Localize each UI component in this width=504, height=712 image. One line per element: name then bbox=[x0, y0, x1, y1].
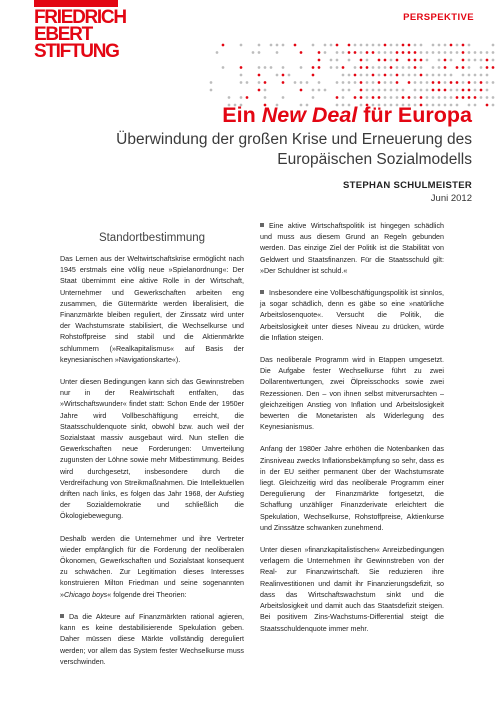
decorative-dot bbox=[282, 44, 285, 47]
decorative-dot bbox=[378, 66, 381, 69]
decorative-dot bbox=[486, 59, 489, 62]
decorative-dot bbox=[366, 89, 369, 92]
section-heading: Standortbestimmung bbox=[98, 232, 206, 244]
decorative-dot bbox=[486, 89, 489, 92]
decorative-dot bbox=[438, 51, 441, 54]
decorative-dot bbox=[324, 44, 327, 47]
decorative-dot bbox=[222, 44, 225, 47]
decorative-dot bbox=[486, 74, 489, 77]
decorative-dot bbox=[258, 44, 261, 47]
decorative-dot bbox=[414, 96, 417, 99]
bullet-item-2 bbox=[260, 221, 444, 277]
decorative-dot bbox=[282, 81, 285, 84]
decorative-dot bbox=[366, 81, 369, 84]
decorative-dot bbox=[240, 74, 243, 77]
logo-line-2: EBERT bbox=[34, 24, 92, 45]
decorative-dot bbox=[342, 66, 345, 69]
decorative-dot bbox=[384, 81, 387, 84]
decorative-dot bbox=[330, 66, 333, 69]
decorative-dot bbox=[492, 51, 495, 54]
decorative-dot bbox=[258, 81, 261, 84]
decorative-dot bbox=[318, 89, 321, 92]
decorative-dot bbox=[462, 89, 465, 92]
decorative-dot bbox=[378, 51, 381, 54]
decorative-dot bbox=[420, 51, 423, 54]
paragraph-5: Anfang der 1980er Jahre erhöhen die Notenbanken das Zinsniveau zwecks Inflationsbekämpfung so sehr, dass es in der EU seither permanent über der Wachstumsrate liegt. Gleichzeitig wird das neoliberale Programm einer Deregulierung der Finanzmärkte fortgesetzt, die Schaffung unzähliger Finanzderivate erleichtert die Spekulation, Wechselkurse, Rohstoffpreise, Aktienkurse und Zinssätze schwanken zunehmend. bbox=[260, 445, 444, 532]
decorative-dot bbox=[282, 74, 285, 77]
decorative-dot bbox=[336, 66, 339, 69]
decorative-dot bbox=[492, 81, 495, 84]
logo-line-3: STIFTUNG bbox=[34, 41, 119, 62]
decorative-dot bbox=[408, 96, 411, 99]
decorative-dot bbox=[462, 44, 465, 47]
decorative-dot bbox=[408, 59, 411, 62]
decorative-dot bbox=[438, 74, 441, 77]
decorative-dot bbox=[312, 66, 315, 69]
decorative-dot bbox=[420, 81, 423, 84]
decorative-dot bbox=[396, 81, 399, 84]
decorative-dot bbox=[468, 74, 471, 77]
decorative-dot bbox=[318, 51, 321, 54]
decorative-dot bbox=[336, 96, 339, 99]
decorative-dot bbox=[438, 81, 441, 84]
decorative-dot bbox=[366, 66, 369, 69]
decorative-dot bbox=[324, 51, 327, 54]
decorative-dot bbox=[420, 96, 423, 99]
decorative-dot bbox=[462, 96, 465, 99]
logo-bar bbox=[34, 0, 118, 7]
decorative-dot bbox=[360, 66, 363, 69]
decorative-dot bbox=[402, 44, 405, 47]
decorative-dot bbox=[444, 44, 447, 47]
decorative-dot bbox=[246, 81, 249, 84]
decorative-dot bbox=[450, 96, 453, 99]
decorative-dot bbox=[258, 89, 261, 92]
decorative-dot bbox=[342, 89, 345, 92]
decorative-dot bbox=[486, 96, 489, 99]
publication-date: Juni 2012 bbox=[430, 193, 472, 204]
decorative-dot bbox=[414, 59, 417, 62]
decorative-dot bbox=[360, 96, 363, 99]
decorative-dot bbox=[264, 66, 267, 69]
decorative-dot bbox=[480, 51, 483, 54]
decorative-dot bbox=[276, 74, 279, 77]
decorative-dot bbox=[474, 104, 477, 107]
author-name: STEPHAN SCHULMEISTER bbox=[343, 180, 472, 191]
decorative-dot bbox=[486, 104, 489, 107]
decorative-dot bbox=[444, 96, 447, 99]
decorative-dot bbox=[486, 81, 489, 84]
decorative-dot bbox=[396, 59, 399, 62]
decorative-dot bbox=[342, 96, 345, 99]
decorative-dot bbox=[372, 66, 375, 69]
decorative-dot bbox=[366, 44, 369, 47]
decorative-dot bbox=[240, 44, 243, 47]
decorative-dot bbox=[384, 74, 387, 77]
decorative-dot bbox=[300, 51, 303, 54]
decorative-dot bbox=[480, 66, 483, 69]
decorative-dot bbox=[432, 51, 435, 54]
decorative-dot bbox=[450, 89, 453, 92]
decorative-dot bbox=[282, 96, 285, 99]
decorative-dot bbox=[360, 59, 363, 62]
decorative-dot bbox=[396, 44, 399, 47]
left-column bbox=[60, 232, 244, 679]
decorative-dot bbox=[294, 44, 297, 47]
decorative-dot bbox=[474, 96, 477, 99]
decorative-dot bbox=[474, 81, 477, 84]
decorative-dot bbox=[282, 66, 285, 69]
decorative-dot bbox=[474, 74, 477, 77]
decorative-dot bbox=[354, 51, 357, 54]
decorative-dot bbox=[480, 89, 483, 92]
logo-line-1: FRIEDRICH bbox=[34, 7, 126, 28]
decorative-dot bbox=[456, 51, 459, 54]
decorative-dot bbox=[420, 59, 423, 62]
decorative-dot bbox=[372, 96, 375, 99]
chicago-boys-italic: Chicago boys bbox=[63, 590, 108, 599]
decorative-dot bbox=[318, 59, 321, 62]
page-subtitle: Überwindung der großen Krise und Erneuerung des Europäischen Sozialmodells bbox=[116, 131, 472, 168]
decorative-dot-pattern bbox=[208, 42, 498, 112]
decorative-dot bbox=[456, 89, 459, 92]
decorative-dot bbox=[342, 81, 345, 84]
decorative-dot bbox=[336, 44, 339, 47]
decorative-dot bbox=[276, 51, 279, 54]
decorative-dot bbox=[330, 59, 333, 62]
decorative-dot bbox=[414, 89, 417, 92]
decorative-dot bbox=[402, 74, 405, 77]
decorative-dot bbox=[366, 96, 369, 99]
decorative-dot bbox=[210, 81, 213, 84]
decorative-dot bbox=[408, 44, 411, 47]
decorative-dot bbox=[342, 74, 345, 77]
decorative-dot bbox=[342, 51, 345, 54]
decorative-dot bbox=[480, 96, 483, 99]
decorative-dot bbox=[372, 51, 375, 54]
decorative-dot bbox=[276, 44, 279, 47]
decorative-dot bbox=[462, 81, 465, 84]
decorative-dot bbox=[402, 89, 405, 92]
decorative-dot bbox=[444, 59, 447, 62]
decorative-dot bbox=[408, 51, 411, 54]
decorative-dot bbox=[354, 81, 357, 84]
decorative-dot bbox=[450, 44, 453, 47]
decorative-dot bbox=[222, 66, 225, 69]
decorative-dot bbox=[372, 74, 375, 77]
decorative-dot bbox=[468, 44, 471, 47]
decorative-dot bbox=[354, 66, 357, 69]
decorative-dot bbox=[258, 66, 261, 69]
decorative-dot bbox=[426, 96, 429, 99]
decorative-dot bbox=[348, 74, 351, 77]
decorative-dot bbox=[438, 44, 441, 47]
decorative-dot bbox=[450, 74, 453, 77]
decorative-dot bbox=[360, 89, 363, 92]
decorative-dot bbox=[432, 66, 435, 69]
decorative-dot bbox=[390, 81, 393, 84]
decorative-dot bbox=[240, 66, 243, 69]
decorative-dot bbox=[354, 44, 357, 47]
decorative-dot bbox=[438, 96, 441, 99]
decorative-dot bbox=[432, 81, 435, 84]
right-column bbox=[260, 221, 444, 646]
decorative-dot bbox=[336, 81, 339, 84]
decorative-dot bbox=[390, 89, 393, 92]
decorative-dot bbox=[390, 44, 393, 47]
decorative-dot bbox=[468, 81, 471, 84]
decorative-dot bbox=[318, 81, 321, 84]
bullet-text-3: Insbesondere eine Vollbeschäftigungspolitik ist sinnlos, ja sogar schädlich, denn es gäbe so eine »natürliche Arbeitslosenquote«. Versucht die Politik, die Arbeitslosigkeit unter dieses Niveau zu drücken, würde die Inflation steigen. bbox=[260, 289, 444, 342]
decorative-dot bbox=[384, 51, 387, 54]
decorative-dot bbox=[474, 51, 477, 54]
decorative-dot bbox=[288, 74, 291, 77]
decorative-dot bbox=[492, 66, 495, 69]
decorative-dot bbox=[492, 59, 495, 62]
decorative-dot bbox=[396, 66, 399, 69]
decorative-dot bbox=[480, 74, 483, 77]
decorative-dot bbox=[396, 89, 399, 92]
decorative-dot bbox=[240, 81, 243, 84]
decorative-dot bbox=[462, 59, 465, 62]
decorative-dot bbox=[378, 44, 381, 47]
decorative-dot bbox=[492, 96, 495, 99]
decorative-dot bbox=[426, 81, 429, 84]
decorative-dot bbox=[318, 66, 321, 69]
paragraph-3-start: Deshalb werden die Unternehmer und ihre Vertreter wieder empfänglich für die Forderung der neoliberalen Ökonomen, Gewerkschaften und Sozialstaat konsequent zu schwächen. Zur Legitimation dieses Interesses konstruieren Milton Friedman und seine sogenannten » bbox=[60, 534, 244, 599]
decorative-dot bbox=[390, 66, 393, 69]
decorative-dot bbox=[300, 66, 303, 69]
decorative-dot bbox=[354, 96, 357, 99]
decorative-dot bbox=[480, 81, 483, 84]
decorative-dot bbox=[450, 59, 453, 62]
decorative-dot bbox=[384, 66, 387, 69]
decorative-dot bbox=[438, 66, 441, 69]
decorative-dot bbox=[366, 59, 369, 62]
decorative-dot bbox=[408, 66, 411, 69]
decorative-dot bbox=[468, 89, 471, 92]
decorative-dot bbox=[246, 96, 249, 99]
decorative-dot bbox=[306, 81, 309, 84]
decorative-dot bbox=[324, 89, 327, 92]
decorative-dot bbox=[378, 96, 381, 99]
paragraph-3 bbox=[60, 534, 244, 601]
decorative-dot bbox=[372, 44, 375, 47]
decorative-dot bbox=[336, 59, 339, 62]
decorative-dot bbox=[426, 74, 429, 77]
decorative-dot bbox=[420, 74, 423, 77]
decorative-dot bbox=[414, 66, 417, 69]
decorative-dot bbox=[360, 81, 363, 84]
decorative-dot bbox=[396, 51, 399, 54]
decorative-dot bbox=[216, 51, 219, 54]
decorative-dot bbox=[360, 44, 363, 47]
decorative-dot bbox=[426, 89, 429, 92]
decorative-dot bbox=[450, 81, 453, 84]
bullet-item-3 bbox=[260, 288, 444, 344]
decorative-dot bbox=[336, 51, 339, 54]
decorative-dot bbox=[312, 74, 315, 77]
decorative-dot bbox=[384, 89, 387, 92]
decorative-dot bbox=[360, 51, 363, 54]
decorative-dot bbox=[456, 96, 459, 99]
decorative-dot bbox=[372, 81, 375, 84]
decorative-dot bbox=[258, 51, 261, 54]
decorative-dot bbox=[468, 51, 471, 54]
decorative-dot bbox=[456, 81, 459, 84]
decorative-dot bbox=[330, 44, 333, 47]
decorative-dot bbox=[408, 81, 411, 84]
decorative-dot bbox=[474, 59, 477, 62]
decorative-dot bbox=[462, 74, 465, 77]
paragraph-4: Das neoliberale Programm wird in Etappen umgesetzt. Die Aufgabe fester Wechselkurse führt zu zwei Dollarentwertungen, zwei Ölpreisschocks sowie zwei Rezessionen. Den – von ihnen selbst mitverursachten – gleichzeitigen Anstieg von Inflation und Arbeitslosigkeit bewerten die Monetaristen als Widerlegung des Keynesianismus. bbox=[260, 356, 444, 432]
decorative-dot bbox=[474, 89, 477, 92]
decorative-dot bbox=[348, 89, 351, 92]
decorative-dot bbox=[228, 96, 231, 99]
decorative-dot bbox=[348, 44, 351, 47]
decorative-dot bbox=[396, 74, 399, 77]
title-italic: New Deal bbox=[261, 103, 358, 127]
paragraph-6: Unter diesen »finanzkapitalistischen« Anreizbedingungen verlagern die Unternehmen ihr Gewinnstreben von der Real- zur Finanzwirtschaft. Sie reduzieren ihre Realinvestitionen und damit ihr Finanzierungsdefizit, so dass das Wirtschaftswachstum sinkt und die Arbeitslosigkeit und damit auch das Staatsdefizit steigen. Bei positivem Zins-Wachstums-Differential steigt die Staatsschuldenquote immer mehr. bbox=[260, 546, 444, 633]
decorative-dot bbox=[420, 66, 423, 69]
decorative-dot bbox=[420, 44, 423, 47]
decorative-dot bbox=[420, 89, 423, 92]
decorative-dot bbox=[462, 66, 465, 69]
decorative-dot bbox=[468, 96, 471, 99]
decorative-dot bbox=[414, 51, 417, 54]
decorative-dot bbox=[414, 74, 417, 77]
section-label: PERSPEKTIVE bbox=[403, 12, 474, 23]
decorative-dot bbox=[360, 74, 363, 77]
decorative-dot bbox=[432, 44, 435, 47]
decorative-dot bbox=[432, 96, 435, 99]
decorative-dot bbox=[312, 44, 315, 47]
title-part-1: Ein bbox=[222, 103, 262, 127]
decorative-dot bbox=[384, 59, 387, 62]
decorative-dot bbox=[426, 59, 429, 62]
decorative-dot bbox=[438, 59, 441, 62]
decorative-dot bbox=[348, 51, 351, 54]
decorative-dot bbox=[300, 89, 303, 92]
decorative-dot bbox=[252, 51, 255, 54]
decorative-dot bbox=[444, 81, 447, 84]
fes-logo bbox=[34, 0, 126, 62]
decorative-dot bbox=[264, 89, 267, 92]
decorative-dot bbox=[408, 74, 411, 77]
decorative-dot bbox=[378, 59, 381, 62]
bullet-text-1: Da die Akteure auf Finanzmärkten rational agieren, kann es keine destabilisierende Spekulation geben. Daher müssen diese Märkte vollständig dereguliert werden; vor allem das System fester Wechselkurse muss verschwinden. bbox=[60, 612, 244, 666]
decorative-dot bbox=[390, 51, 393, 54]
decorative-dot bbox=[432, 89, 435, 92]
decorative-dot bbox=[354, 74, 357, 77]
decorative-dot bbox=[390, 96, 393, 99]
decorative-dot bbox=[462, 51, 465, 54]
decorative-dot bbox=[486, 51, 489, 54]
decorative-dot bbox=[384, 44, 387, 47]
decorative-dot bbox=[456, 66, 459, 69]
decorative-dot bbox=[468, 59, 471, 62]
decorative-dot bbox=[312, 96, 315, 99]
decorative-dot bbox=[294, 81, 297, 84]
bullet-text-2: Eine aktive Wirtschaftspolitik ist hingegen schädlich und muss aus diesem Grund an Regeln gebunden werden. Das einzige Ziel der Politik ist die Stabilität von Geldwert und Staatsfinanzen. Für die Staatsschuld gilt: »Der Schuldner ist schuld.« bbox=[260, 222, 444, 275]
decorative-dot bbox=[312, 89, 315, 92]
paragraph-2: Unter diesen Bedingungen kann sich das Gewinnstreben nur in der Realwirtschaft entfalten, das »Wirtschaftswunder« findet statt: Schon Ende der 1950er Jahre wird Vollbeschäftigung erreicht, die Staatsschuldenquote sinkt, obwohl bzw. auch weil der Sozialstaat massiv ausgebaut wird. Nun stellen die Gewerkschaften neue Forderungen: Umverteilung zugunsten der Löhne sowie mehr Mitbestimmung. Beides wird durchgesetzt, insbesondere durch die Verdreifachung von Streikmaßnahmen. Die Intellektuellen driften nach links, es folgen das Jahr 1968, der Aufstieg der Sozialdemokratie und schließlich die Ökologiebewegung. bbox=[60, 378, 244, 521]
paragraph-1: Das Lernen aus der Weltwirtschaftskrise ermöglicht nach 1945 erstmals eine völlig neue »Spielanordnung«: Der Staat übernimmt eine aktive Rolle in der Wirtschaft, Unternehmer und Gewerkschaften arbeiten eng zusammen, die Gütermärkte werden liberalisiert, die Finanzmärkte bleiben reguliert, der Zinssatz wird unter der Wachstumsrate stabilisiert, die Wechselkurse und Rohstoffpreise sind stabil und die Aktienmärkte schlummern (»Realkapitalismus« auf Basis der keynesianischen »Navigationskarte«). bbox=[60, 255, 244, 364]
decorative-dot bbox=[300, 81, 303, 84]
decorative-dot bbox=[402, 66, 405, 69]
decorative-dot bbox=[444, 74, 447, 77]
decorative-dot bbox=[270, 44, 273, 47]
decorative-dot bbox=[444, 89, 447, 92]
decorative-dot bbox=[450, 51, 453, 54]
decorative-dot bbox=[492, 104, 495, 107]
decorative-dot bbox=[348, 81, 351, 84]
paragraph-3-end: « folgende drei Theorien: bbox=[107, 590, 187, 599]
decorative-dot bbox=[240, 96, 243, 99]
decorative-dot bbox=[486, 66, 489, 69]
decorative-dot bbox=[414, 44, 417, 47]
decorative-dot bbox=[264, 96, 267, 99]
bullet-square-icon bbox=[60, 614, 64, 618]
decorative-dot bbox=[426, 51, 429, 54]
decorative-dot bbox=[258, 74, 261, 77]
decorative-dot bbox=[366, 51, 369, 54]
decorative-dot bbox=[438, 89, 441, 92]
decorative-dot bbox=[210, 89, 213, 92]
decorative-dot bbox=[480, 59, 483, 62]
decorative-dot bbox=[492, 44, 495, 47]
decorative-dot bbox=[444, 66, 447, 69]
page-title bbox=[222, 103, 472, 128]
decorative-dot bbox=[378, 81, 381, 84]
decorative-dot bbox=[414, 81, 417, 84]
decorative-dot bbox=[444, 51, 447, 54]
decorative-dot bbox=[468, 66, 471, 69]
decorative-dot bbox=[384, 96, 387, 99]
bullet-square-icon bbox=[260, 223, 264, 227]
title-part-2: für Europa bbox=[357, 103, 472, 127]
decorative-dot bbox=[270, 66, 273, 69]
decorative-dot bbox=[396, 96, 399, 99]
decorative-dot bbox=[372, 89, 375, 92]
decorative-dot bbox=[366, 74, 369, 77]
decorative-dot bbox=[390, 74, 393, 77]
decorative-dot bbox=[378, 89, 381, 92]
decorative-dot bbox=[264, 81, 267, 84]
decorative-dot bbox=[348, 59, 351, 62]
decorative-dot bbox=[402, 96, 405, 99]
bullet-square-icon bbox=[260, 290, 264, 294]
decorative-dot bbox=[390, 59, 393, 62]
decorative-dot bbox=[378, 74, 381, 77]
bullet-item-1 bbox=[60, 612, 244, 668]
decorative-dot bbox=[402, 51, 405, 54]
decorative-dot bbox=[456, 44, 459, 47]
decorative-dot bbox=[432, 74, 435, 77]
